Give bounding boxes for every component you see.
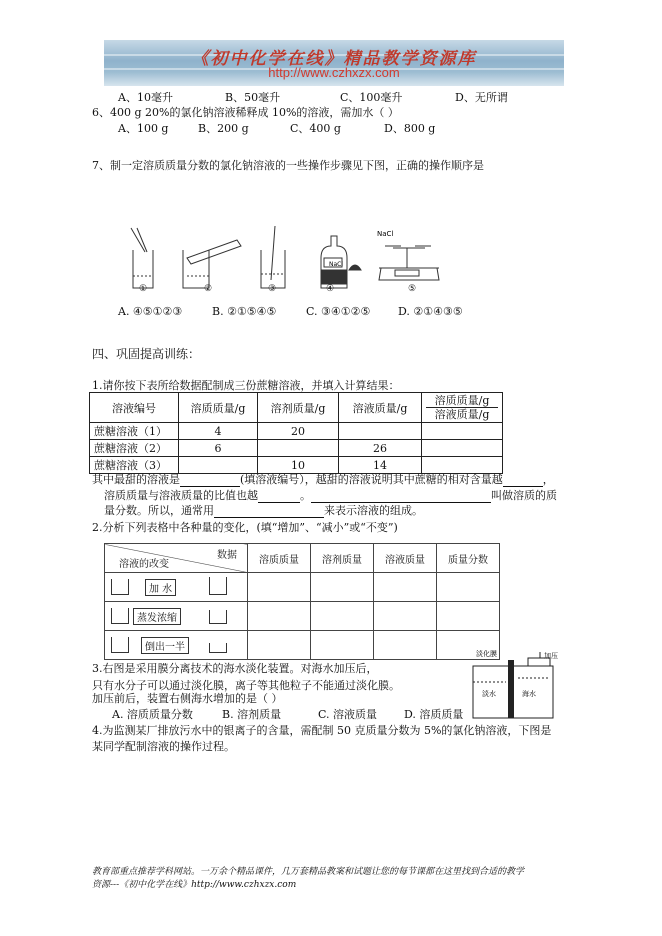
row-label: 蔗糖溶液（2） — [90, 440, 179, 457]
header-solution: 溶液质量 — [374, 544, 437, 573]
cell-solvent: 20 — [258, 423, 339, 440]
q7-fig-label-4: ④ — [326, 284, 335, 294]
q7-fig-label-5: ⑤ — [408, 284, 417, 294]
q5-option-d: D、无所谓 — [455, 91, 508, 104]
cell-solution[interactable] — [339, 423, 422, 440]
p3-line-1: 3.右图是采用膜分离技术的海水淡化装置。对海水加压后， — [92, 662, 378, 675]
header-ratio-top: 溶质质量/g — [426, 394, 498, 408]
p1-text2a: 溶质质量与溶液质量的比值也越 — [104, 489, 258, 502]
corner-bottom: 溶液的改变 — [119, 559, 169, 570]
header-banner — [104, 40, 564, 86]
corner-top: 数据 — [217, 550, 237, 561]
p2-stem: 2.分析下列表格中各种量的变化，(填“增加”、“减小”或“不变”) — [92, 521, 398, 534]
q7-option-a: A. ④⑤①②③ — [118, 305, 183, 318]
cell-answer[interactable] — [374, 631, 437, 660]
p1-stem: 1.请你按下表所给数据配制成三份蔗糖溶液，并填入计算结果： — [92, 379, 400, 392]
blank-ratio[interactable] — [258, 489, 300, 503]
p1-text-line-3 — [104, 502, 423, 518]
cell-answer[interactable] — [374, 602, 437, 631]
cell-solution: 26 — [339, 440, 422, 457]
p1-text3b: 来表示溶液的组成。 — [324, 504, 423, 517]
p1-text2c: 叫做溶质的质 — [491, 489, 557, 502]
cell-answer[interactable] — [311, 573, 374, 602]
cell-ratio[interactable] — [422, 440, 503, 457]
header-solute: 溶质质量 — [248, 544, 311, 573]
q6-option-c: C、400 g — [290, 122, 341, 135]
cell-answer[interactable] — [248, 631, 311, 660]
q6-option-d: D、800 g — [384, 122, 436, 135]
header-solute-mass: 溶质质量/g — [179, 393, 258, 423]
change-illustration — [105, 602, 248, 631]
footer-line-2[interactable]: 资源---《初中化学在线》http://www.czhxzx.com — [92, 880, 297, 890]
table-row — [105, 573, 500, 602]
header-solution-id: 溶液编号 — [90, 393, 179, 423]
cell-answer[interactable] — [248, 602, 311, 631]
p3-option-b: B. 溶剂质量 — [222, 708, 282, 721]
header-solvent-mass: 溶剂质量/g — [258, 393, 339, 423]
p1-text1b: (填溶液编号），越甜的溶液说明其中蔗糖的相对含量越 — [240, 473, 503, 486]
cell-solvent[interactable] — [258, 440, 339, 457]
banner-title: 《初中化学在线》精品教学资源库 — [191, 49, 477, 69]
cell-answer[interactable] — [437, 573, 500, 602]
p3-line-3: 加压前后，装置右侧海水增加的是（ ） — [92, 692, 283, 705]
row-label: 蒸发浓缩 — [133, 608, 181, 625]
q7-bottle-label: NaCl — [329, 261, 344, 268]
cell-solute: 6 — [179, 440, 258, 457]
sucrose-table — [89, 392, 503, 474]
q5-option-c: C、100毫升 — [340, 91, 403, 104]
corner-cell — [105, 544, 248, 573]
row-label: 蔗糖溶液（1） — [90, 423, 179, 440]
header-solution-mass: 溶液质量/g — [339, 393, 422, 423]
q5-option-b: B、50毫升 — [225, 91, 281, 104]
cell-ratio[interactable] — [422, 423, 503, 440]
fresh-water-label: 淡水 — [482, 690, 496, 698]
p3-option-a: A. 溶质质量分数 — [112, 708, 193, 721]
q7-option-b: B. ②①⑤④⑤ — [212, 305, 277, 318]
p3-option-c: C. 溶液质量 — [318, 708, 378, 721]
q7-stem: 7、制一定溶质质量分数的氯化钠溶液的一些操作步骤见下图，正确的操作顺序是 — [92, 159, 484, 172]
cell-answer[interactable] — [311, 631, 374, 660]
q6-stem: 6、400 g 20%的氯化钠溶液稀释成 10%的溶液，需加水（ ） — [92, 106, 399, 119]
p4-line-1: 4.为监测某厂排放污水中的银离子的含量，需配制 50 克质量分数为 5%的氯化钠溶液，下图是 — [92, 724, 552, 737]
footer — [92, 866, 582, 892]
row-label: 蔗糖溶液（3） — [90, 457, 179, 474]
p1-text1a: 其中最甜的溶液是 — [92, 473, 180, 486]
lab-operations-figure — [125, 218, 455, 298]
blank-content[interactable] — [503, 473, 543, 487]
table-row — [105, 631, 500, 660]
q7-nacl-label: NaCl — [377, 230, 394, 238]
blank-definition[interactable] — [311, 489, 491, 503]
footer-line-1: 教育部重点推荐学科网站。一万余个精品课件，几万套精品教案和试题让您的每节课都在这里找到合适的教学 — [92, 867, 525, 877]
table-row — [105, 602, 500, 631]
header-fraction: 质量分数 — [437, 544, 500, 573]
press-label: 加压 — [544, 652, 558, 660]
p1-text3a: 量分数。所以，通常用 — [104, 504, 214, 517]
membrane-label: 淡化膜 — [476, 650, 497, 658]
section-title: 四、巩固提高训练： — [92, 347, 201, 361]
q7-fig-label-2: ② — [204, 284, 213, 294]
blank-sweetest[interactable] — [180, 473, 240, 487]
header-ratio-bottom: 溶液质量/g — [434, 408, 490, 421]
change-table — [104, 543, 500, 660]
row-label: 加 水 — [145, 579, 176, 596]
cell-solute: 4 — [179, 423, 258, 440]
q6-option-a: A、100 g — [118, 122, 169, 135]
change-illustration — [105, 573, 248, 602]
p1-text-line-1 — [92, 471, 554, 487]
table-row — [90, 423, 503, 440]
cell-answer[interactable] — [248, 573, 311, 602]
cell-answer[interactable] — [311, 602, 374, 631]
banner-url[interactable]: http://www.czhxzx.com — [268, 65, 400, 80]
cell-solvent: 10 — [258, 457, 339, 474]
blank-composition[interactable] — [214, 504, 324, 518]
p1-text2b: 。 — [300, 489, 311, 502]
q7-option-c: C. ③④①②⑤ — [306, 305, 371, 318]
cell-answer[interactable] — [374, 573, 437, 602]
cell-answer[interactable] — [437, 602, 500, 631]
header-solvent: 溶剂质量 — [311, 544, 374, 573]
p3-line-2: 只有水分子可以通过淡化膜，离子等其他粒子不能通过淡化膜。 — [92, 679, 400, 692]
desalination-figure — [470, 648, 570, 722]
q7-fig-label-3: ③ — [268, 284, 277, 294]
p1-text-line-2 — [104, 487, 557, 503]
sea-water-label: 海水 — [522, 690, 536, 698]
p4-line-2: 某同学配制溶液的操作过程。 — [92, 740, 235, 753]
cell-solution: 14 — [339, 457, 422, 474]
p3-option-d: D. 溶质质量 — [404, 708, 464, 721]
q6-option-b: B、200 g — [198, 122, 249, 135]
q5-option-a: A、10毫升 — [118, 91, 173, 104]
p1-text1c: ， — [542, 473, 554, 486]
table-row — [90, 440, 503, 457]
row-label: 倒出一半 — [141, 637, 189, 654]
q7-fig-label-1: ① — [139, 284, 148, 294]
change-illustration — [105, 631, 248, 660]
q7-option-d: D. ②①④③⑤ — [398, 305, 463, 318]
